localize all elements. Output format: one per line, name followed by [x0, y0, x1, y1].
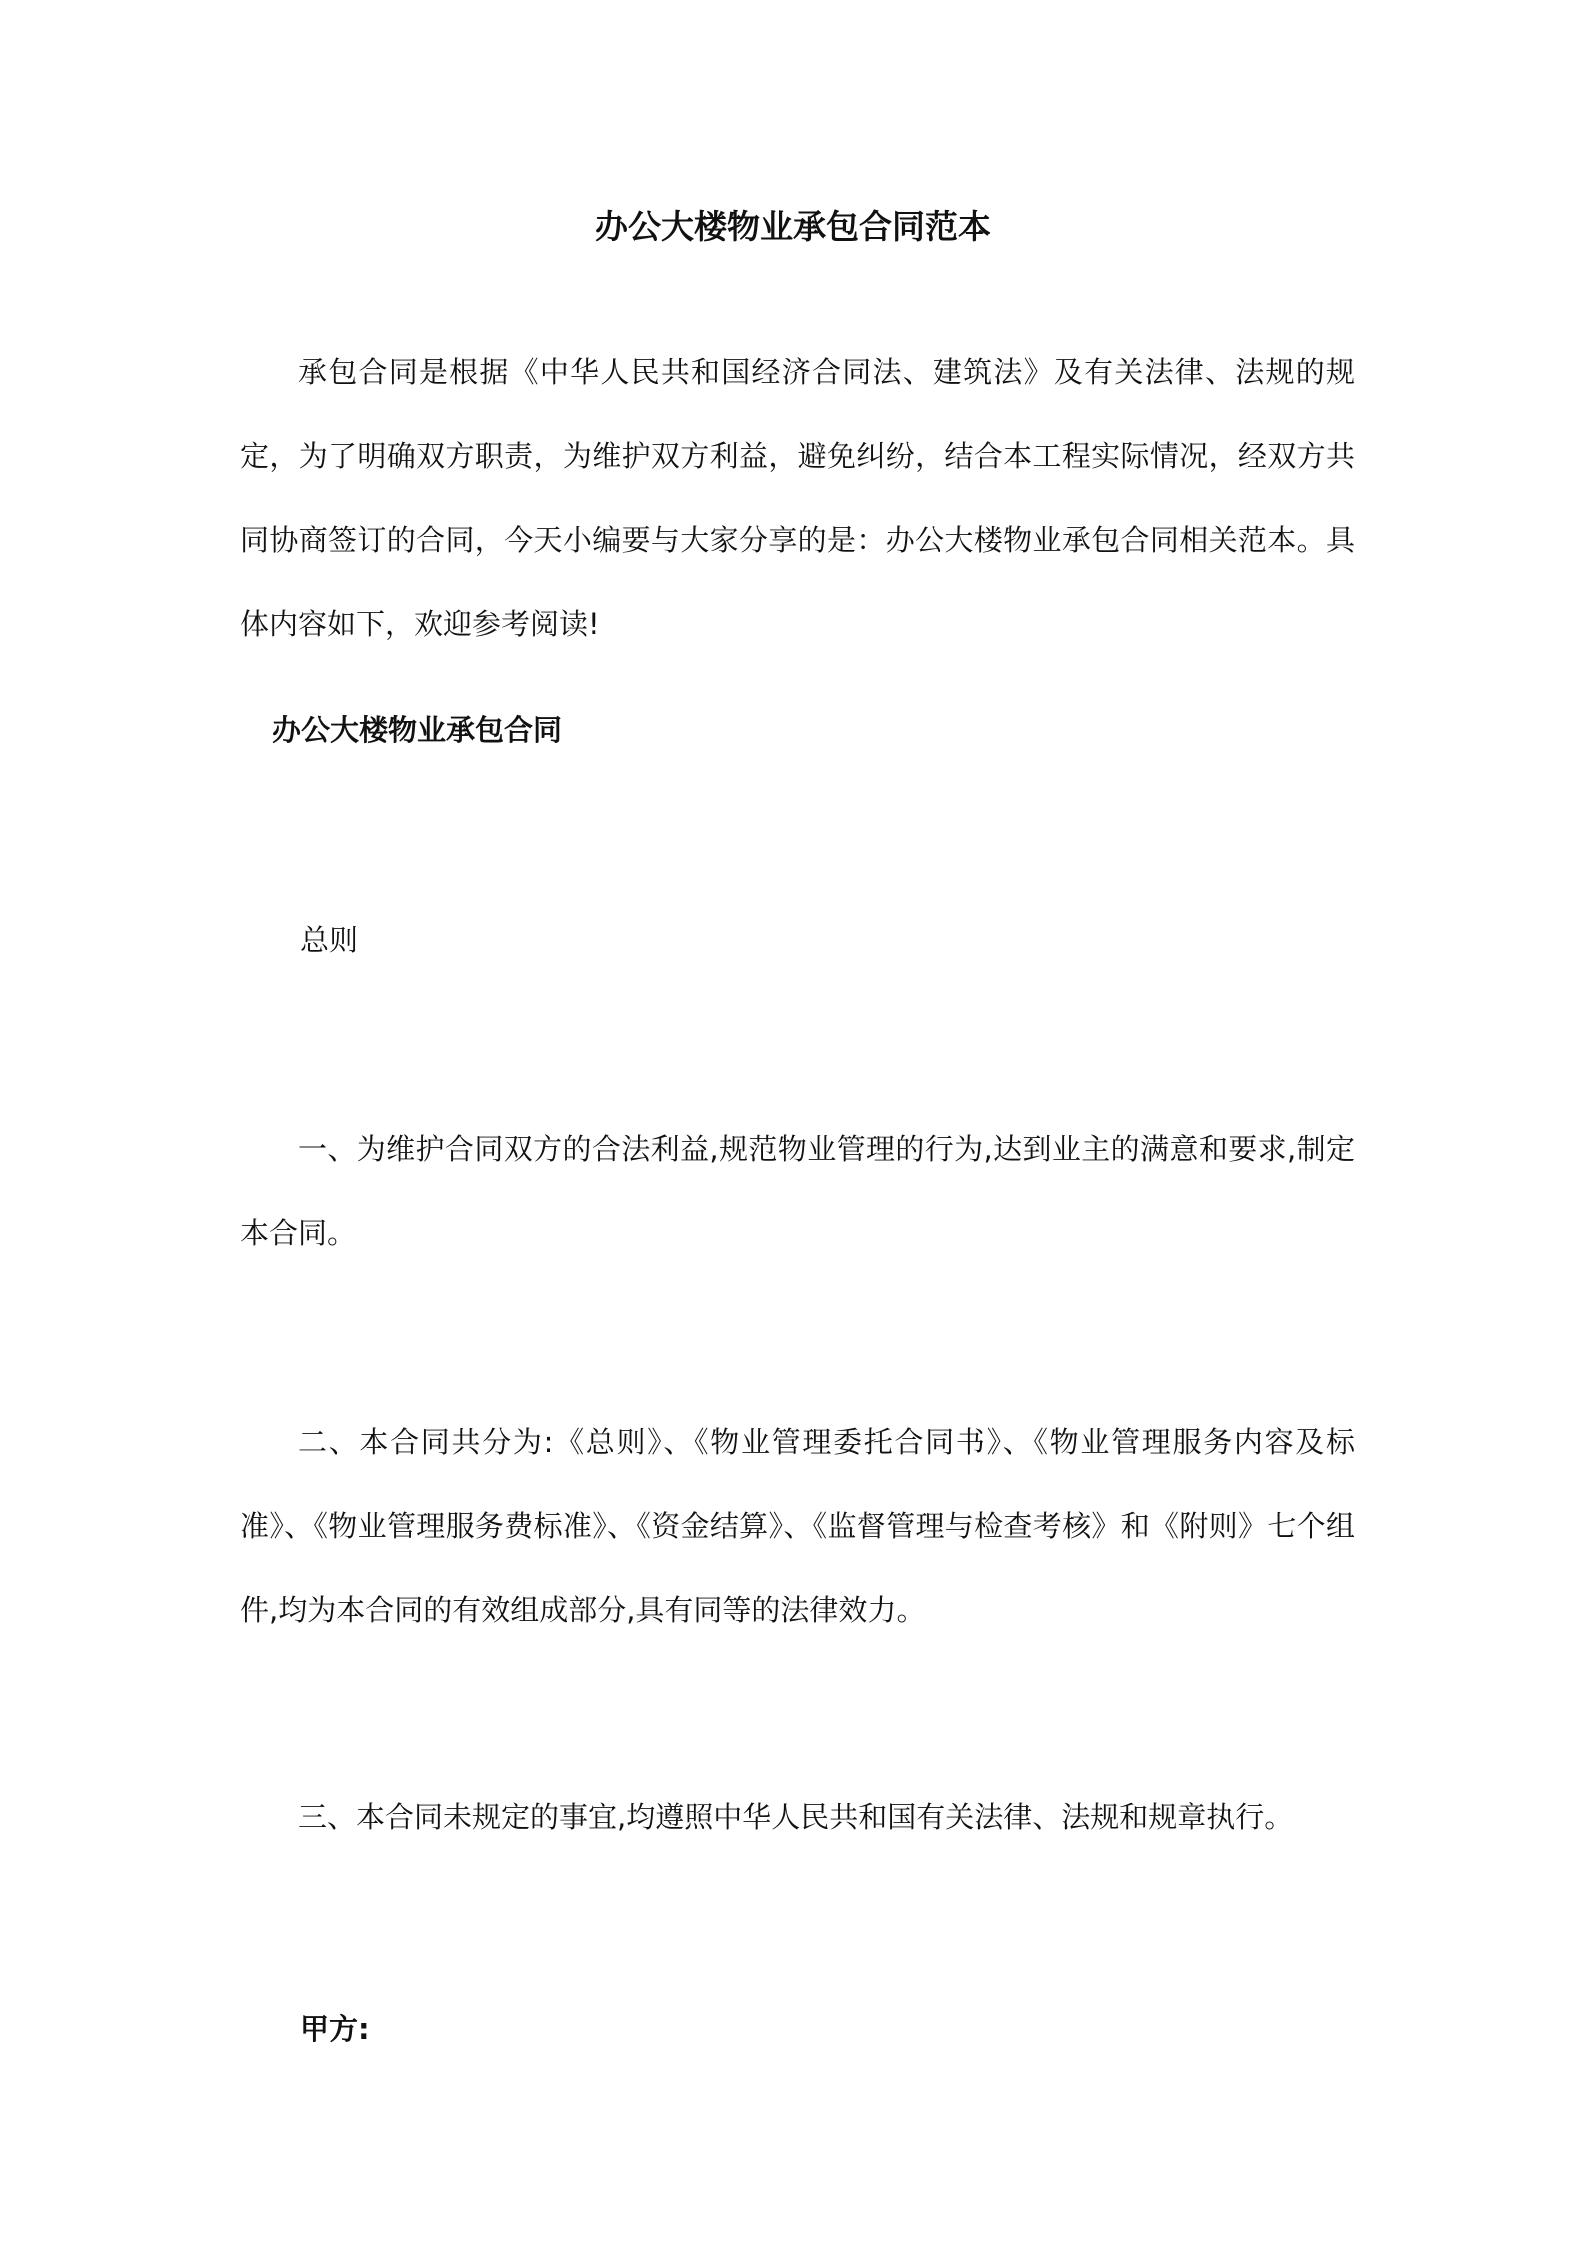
clause-2: 二、本合同共分为:《总则》、《物业管理委托合同书》、《物业管理服务内容及标准》、《物业管理服务费标准》、《资金结算》、《监督管理与检查考核》和《附则》七个组件,均为本合同的有效组成部分,具有同等的法律效力。 — [240, 1425, 1355, 1627]
general-heading: 总则 — [300, 923, 359, 957]
document-title: 办公大楼物业承包合同范本 — [595, 207, 991, 246]
clause-1: 一、为维护合同双方的合法利益,规范物业管理的行为,达到业主的满意和要求,制定本合同。 — [240, 1132, 1355, 1250]
party-a-label: 甲方: — [300, 2012, 370, 2046]
clause-3: 三、本合同未规定的事宜,均遵照中华人民共和国有关法律、法规和规章执行。 — [298, 1800, 1294, 1834]
section-heading: 办公大楼物业承包合同 — [272, 713, 563, 747]
intro-paragraph: 承包合同是根据《中华人民共和国经济合同法、建筑法》及有关法律、法规的规定，为了明确双方职责，为维护双方利益，避免纠纷，结合本工程实际情况，经双方共同协商签订的合同，今天小编要与大家分享的是：办公大楼物业承包合同相关范本。具体内容如下，欢迎参考阅读! — [240, 355, 1355, 641]
